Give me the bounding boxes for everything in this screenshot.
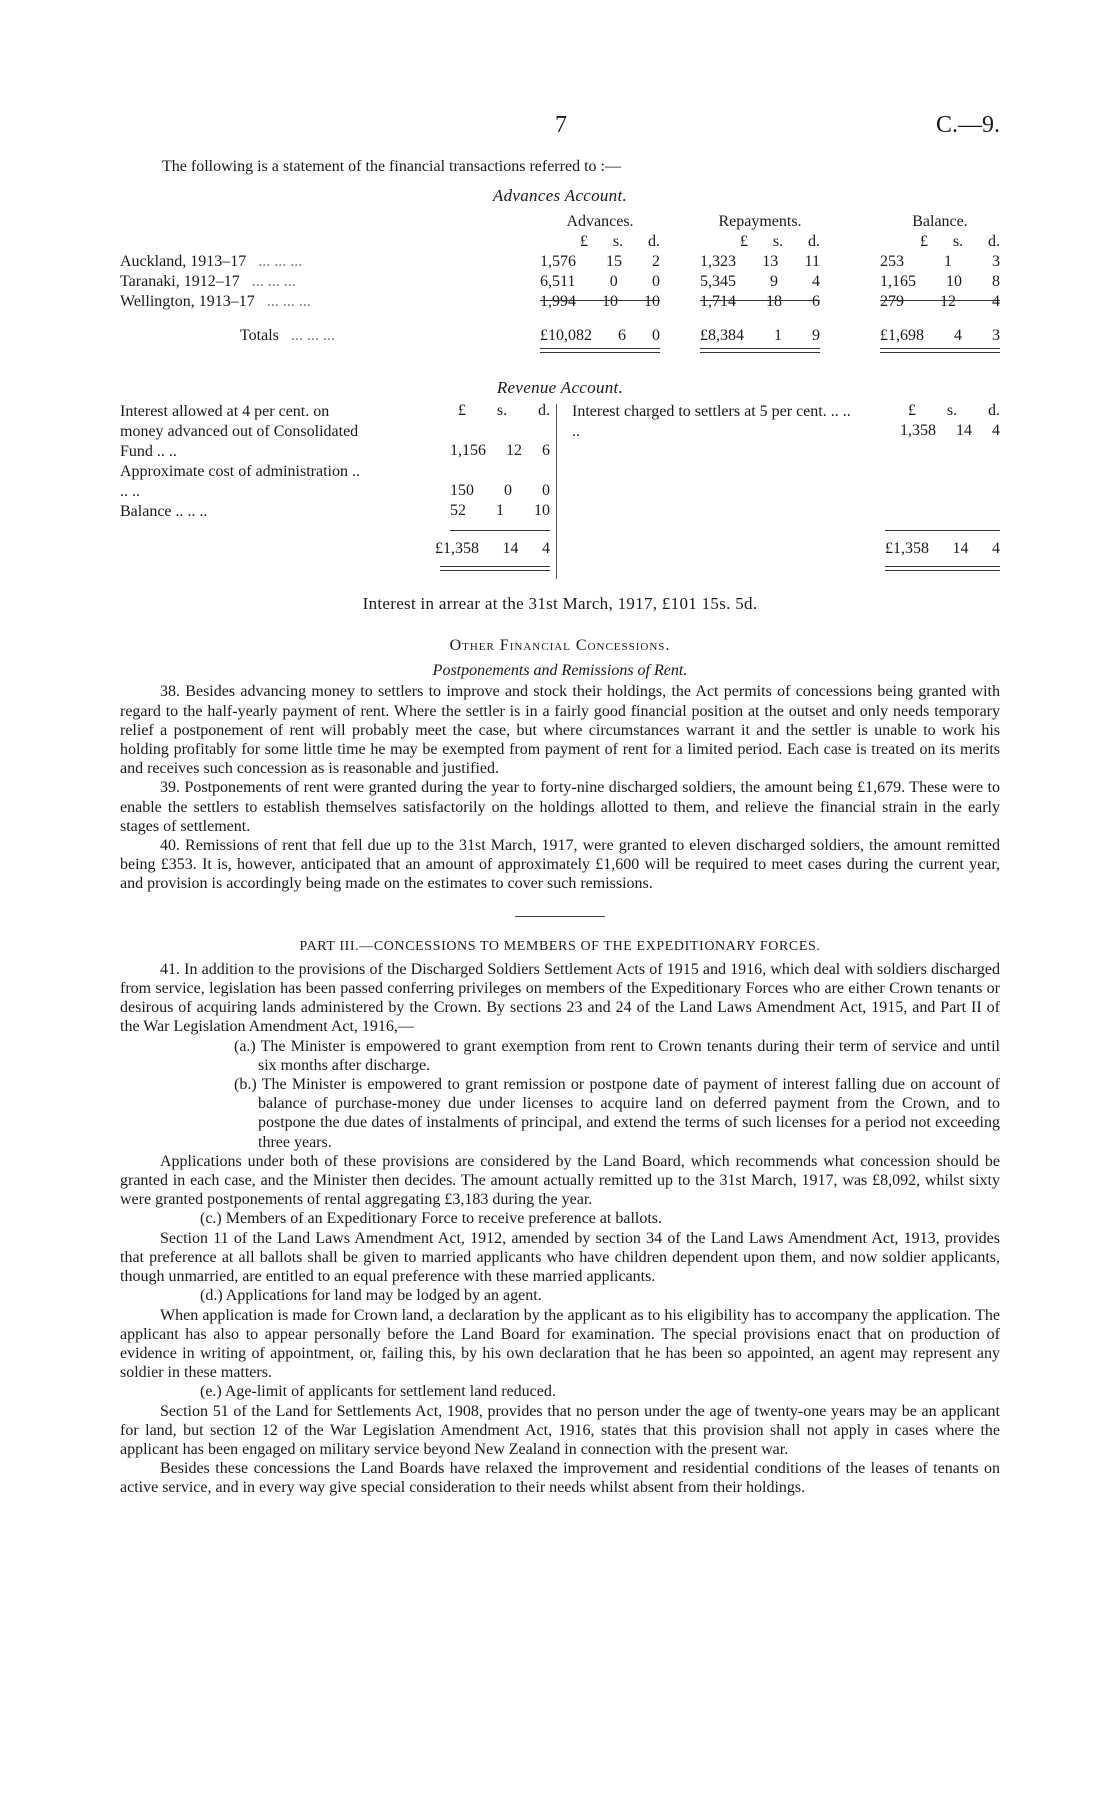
paragraph-40: 40. Remissions of rent that fell due up to the 31st March, 1917, were granted to eleven discharged soldiers, the amount remitted being £353. It is, however, anticipated that an amount of approximately £1,600 will be required to meet cases during the current year, and provision is accordingly being made on the estimates to cover such remissions. [120, 837, 1000, 893]
part-three-heading: PART III.—CONCESSIONS TO MEMBERS OF THE EXPEDITIONARY FORCES. [299, 938, 821, 954]
total-double-rule [700, 348, 820, 353]
item-c: (c.) Members of an Expeditionary Force to receive preference at ballots. [200, 1210, 663, 1228]
paragraph-38: 38. Besides advancing money to settlers to improve and stock their holdings, the Act permits of concessions being granted with regard to the half-yearly payment of rent. Where the settler is in a fairly good financial position at the outset and only needs temporary relief a postponement of rent will probably meet the case, but where circumstances warrant it and the settler is unable to work his holding profitably for some little time he may be exempted from payment of rent for a limited period. Each case is treated on its merits and receives such concession as is reasonable and justified. [120, 683, 1000, 778]
item-d: (d.) Applications for land may be lodged by an agent. [200, 1287, 542, 1305]
total-double-rule [540, 348, 660, 353]
section-divider [515, 916, 605, 917]
body-text [120, 636, 1000, 1498]
applications-paragraph: Applications under both of these provisions are considered by the Land Board, which recommends what concession should be granted in each case, and the Minister then decides. The amount actually remitted up to the 31st March, 1917, was £8,092, whilst sixty were granted postponements of rental aggregating £3,183 during the year. [120, 1152, 1000, 1209]
subtotal-rule [700, 300, 820, 301]
item-a: (a.) The Minister is empowered to grant exemption from rent to Crown tenants during their term of service and until six months after discharge. [234, 1037, 1000, 1074]
total-double-rule [880, 348, 1000, 353]
revenue-credit-amount: 1,358 14 4 [900, 422, 1000, 439]
revenue-account-table [120, 402, 1000, 592]
advances-account-title: Advances Account. [492, 186, 628, 205]
units-balance: £ s. d. [920, 233, 1000, 250]
item-e: (e.) Age-limit of applicants for settlement land reduced. [200, 1383, 556, 1401]
col-advances: Advances. [566, 213, 634, 230]
table-row: Auckland, 1913–17 ... ... ... 1,576 15 2 1,323 13 11 253 1 3 [120, 253, 1000, 270]
row-name: Auckland, 1913–17 ... ... ... [120, 253, 303, 270]
units-left: £ s. d. [458, 402, 550, 419]
revenue-account-title: Revenue Account. [496, 378, 624, 397]
total-double-rule [440, 566, 550, 571]
section-51-paragraph: Section 51 of the Land for Settlements Act, 1908, provides that no person under the age of twenty-one years may be an applicant for land, but section 12 of the War Legislation Amendment Act, 1916, states that this provision shall not apply in cases where the applicant has been engaged on military service beyond New Zealand in connection with the present war. [120, 1402, 1000, 1458]
table-row: Taranaki, 1912–17 ... ... ... 6,511 0 0 5,345 9 4 1,165 10 8 [120, 273, 1000, 290]
revenue-debit-item: Approximate cost of administration .. .. .. [120, 463, 360, 500]
agent-paragraph: When application is made for Crown land, a declaration by the applicant as to his eligibility has to accompany the application. The applicant has also to appear personally before the Land Board for examination. The special provisions enact that on production of evidence in writing of appointment, or, failing this, by his own declaration that he has been so appointed, an agent may represent any soldier in these matters. [120, 1306, 1000, 1382]
page-number: 7 [555, 112, 567, 138]
units-repayments: £ s. d. [740, 233, 820, 250]
revenue-credit-total: £1,358 14 4 [885, 540, 1000, 557]
total-double-rule [885, 566, 1000, 571]
col-balance: Balance. [912, 213, 968, 230]
table-row: Wellington, 1913–17 ... ... ... 1,994 10 10 1,714 18 6 279 12 4 [120, 293, 1000, 310]
unit-headers [120, 232, 1000, 252]
units-advances: £ s. d. [580, 233, 660, 250]
column-headers [120, 212, 1000, 232]
revenue-debit-total: £1,358 14 4 [435, 540, 550, 557]
revenue-debit-item: Interest allowed at 4 per cent. on money advanced out of Consolidated Fund .. .. [120, 403, 359, 460]
document-page [120, 0, 1000, 1814]
subtotal-rule [885, 530, 1000, 531]
revenue-credit-item: Interest charged to settlers at 5 per cent. .. .. .. [572, 403, 851, 440]
advances-account-table [120, 212, 1000, 346]
subtotal-rule [540, 300, 660, 301]
revenue-debit-item: Balance .. .. .. [120, 503, 208, 520]
row-name: Wellington, 1913–17 ... ... ... [120, 293, 311, 310]
totals-row: Totals ... ... ... £10,082 6 0 £8,384 1 9 £1,698 4 3 [240, 327, 1000, 344]
paragraph-41: 41. In addition to the provisions of the Discharged Soldiers Settlement Acts of 1915 and 1916, which deal with soldiers discharged from service, legislation has been passed conferring privileges on members of the Expeditionary Forces who are either Crown tenants or desirous of acquiring lands administered by the Crown. By sections 23 and 24 of the Land Laws Amendment Act, 1915, and Part II of the War Legislation Amendment Act, 1916,— [120, 960, 1000, 1036]
revenue-debit-amount: 1,156 12 6 [450, 442, 550, 459]
revenue-debit-amount: 52 1 10 [450, 502, 550, 519]
totals-label: Totals ... ... ... [240, 327, 335, 344]
interest-arrear-note: Interest in arrear at the 31st March, 1917, £101 15s. 5d. [362, 594, 758, 613]
subtotal-rule [450, 530, 550, 531]
units-right: £ s. d. [908, 402, 1000, 419]
document-reference: C.—9. [935, 112, 1000, 138]
revenue-debit-amount: 150 0 0 [450, 482, 550, 499]
closing-paragraph: Besides these concessions the Land Boards have relaxed the improvement and residential conditions of the leases of tenants on active service, and in every way give special consideration to their needs whilst absent from their holdings. [120, 1460, 1000, 1497]
row-name: Taranaki, 1912–17 ... ... ... [120, 273, 296, 290]
other-concessions-heading: Other Financial Concessions. [449, 637, 671, 654]
item-b: (b.) The Minister is empowered to grant remission or postpone date of payment of interest falling due on account of balance of purchase-money due under licenses to acquire land on deferred payment from the Crown, and to postpone the due dates of instalments of principal, and extend the terms of such licenses for a period not exceeding three years. [234, 1076, 1000, 1151]
col-repayments: Repayments. [718, 213, 802, 230]
column-divider [556, 404, 557, 579]
paragraph-39: 39. Postponements of rent were granted during the year to forty-nine discharged soldiers, the amount being £1,679. These were to enable the settlers to establish themselves satisfactorily on the holdings allotted to them, and relieve the financial strain in the early stages of settlement. [120, 779, 1000, 835]
intro-sentence: The following is a statement of the financial transactions referred to :— [162, 158, 621, 175]
postponements-subheading: Postponements and Remissions of Rent. [432, 662, 688, 680]
section-11-paragraph: Section 11 of the Land Laws Amendment Act, 1912, amended by section 34 of the Land Laws Amendment Act, 1913, provides that preference at all ballots shall be given to married applicants who have children dependent upon them, and now soldier applicants, though unmarried, are entitled to an equal preference with these married applicants. [120, 1229, 1000, 1286]
subtotal-rule [880, 300, 1000, 301]
